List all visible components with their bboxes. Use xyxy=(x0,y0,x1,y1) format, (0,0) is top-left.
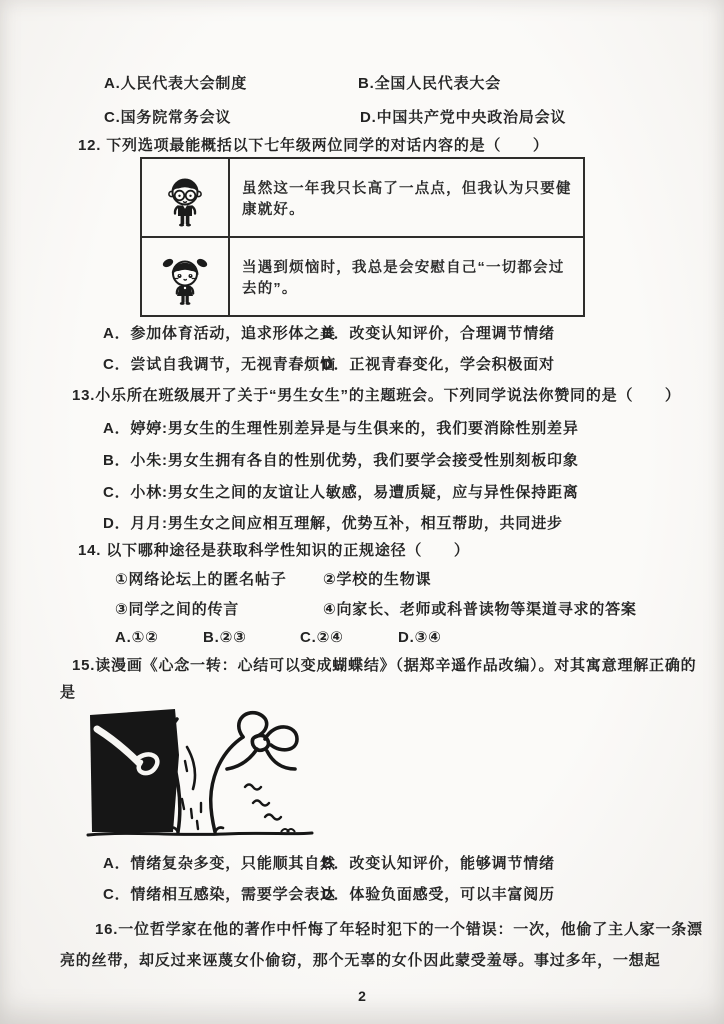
dialogue-text-cell xyxy=(230,238,583,315)
question-15-stem-line-2: 是 xyxy=(60,684,76,701)
question-14-item-1: ①网络论坛上的匿名帖子 xyxy=(115,571,287,588)
question-15-option-a: A．情绪复杂多变，只能顺其自然 xyxy=(103,855,336,872)
question-14-item-3: ③同学之间的传言 xyxy=(115,601,240,618)
question-12-option-b: B．改变认知评价，合理调节情绪 xyxy=(322,325,555,342)
question-15-option-c: C．情绪相互感染，需要学会表达 xyxy=(103,886,336,903)
page-number: 2 xyxy=(358,988,366,1004)
girl-dialogue-text: 当遇到烦恼时，我总是会安慰自己“一切都会过去的”。 xyxy=(242,259,565,297)
question-11-option-a: A.人民代表大会制度 xyxy=(104,75,248,92)
question-14-item-4: ④向家长、老师或科普读物等渠道寻求的答案 xyxy=(323,601,637,618)
question-14-option-b: B.②③ xyxy=(203,629,247,646)
boy-dialogue-text: 虽然这一年我只长高了一点点，但我认为只要健康就好。 xyxy=(242,180,572,218)
question-11-option-c: C.国务院常务会议 xyxy=(104,109,232,126)
dialogue-row-boy xyxy=(142,159,583,238)
girl-with-pigtails-icon xyxy=(162,246,208,308)
question-13-option-c: C．小林:男女生之间的友谊让人敏感，易遭质疑，应与异性保持距离 xyxy=(103,484,579,501)
question-14-option-a: A.①② xyxy=(115,629,159,646)
question-14-option-c: C.②④ xyxy=(300,629,344,646)
question-15-option-b: B．改变认知评价，能够调节情绪 xyxy=(322,855,555,872)
question-12-dialogue-table xyxy=(140,157,585,317)
girl-avatar-cell xyxy=(142,238,230,315)
question-14-stem: 14. 以下哪种途径是获取科学性知识的正规途径（ ） xyxy=(78,542,470,559)
question-14-option-d: D.③④ xyxy=(398,629,442,646)
question-15-stem-line-1: 15.读漫画《心念一转：心结可以变成蝴蝶结》（据郑辛遥作品改编）。对其寓意理解正确的 xyxy=(72,657,697,674)
question-15-option-d: D．体验负面感受，可以丰富阅历 xyxy=(322,886,555,903)
dialogue-row-girl xyxy=(142,238,583,315)
question-16-line-2: 亮的丝带，却反过来诬蔑女仆偷窃，那个无辜的女仆因此蒙受羞辱。事过多年，一想起 xyxy=(60,952,661,969)
dialogue-text-cell xyxy=(230,159,583,236)
question-12-option-d: D．正视青春变化，学会积极面对 xyxy=(322,356,555,373)
knot-to-bow-tree-comic-illustration xyxy=(85,703,315,845)
question-11-option-b: B.全国人民代表大会 xyxy=(358,75,502,92)
boy-with-glasses-icon xyxy=(163,167,207,229)
question-13-option-a: A．婷婷:男女生的生理性别差异是与生俱来的，我们要消除性别差异 xyxy=(103,420,579,437)
question-12-option-c: C．尝试自我调节，无视青春烦恼 xyxy=(103,356,336,373)
comic-dark-panel xyxy=(90,709,179,832)
question-12-stem: 12. 下列选项最能概括以下七年级两位同学的对话内容的是（ ） xyxy=(78,137,549,154)
question-14-item-2: ②学校的生物课 xyxy=(323,571,432,588)
question-16-line-1: 16.一位哲学家在他的著作中忏悔了年轻时犯下的一个错误：一次，他偷了主人家一条漂 xyxy=(95,921,703,938)
question-13-option-d: D．月月:男生女之间应相互理解，优势互补，相互帮助，共同进步 xyxy=(103,515,563,532)
question-13-stem: 13.小乐所在班级展开了关于“男生女生”的主题班会。下列同学说法你赞同的是（ ） xyxy=(72,387,681,404)
question-11-option-d: D.中国共产党中央政治局会议 xyxy=(360,109,567,126)
boy-avatar-cell xyxy=(142,159,230,236)
question-13-option-b: B．小朱:男女生拥有各自的性别优势，我们要学会接受性别刻板印象 xyxy=(103,452,579,469)
comic-birds xyxy=(245,785,281,820)
question-12-option-a: A．参加体育活动，追求形体之美 xyxy=(103,325,336,342)
